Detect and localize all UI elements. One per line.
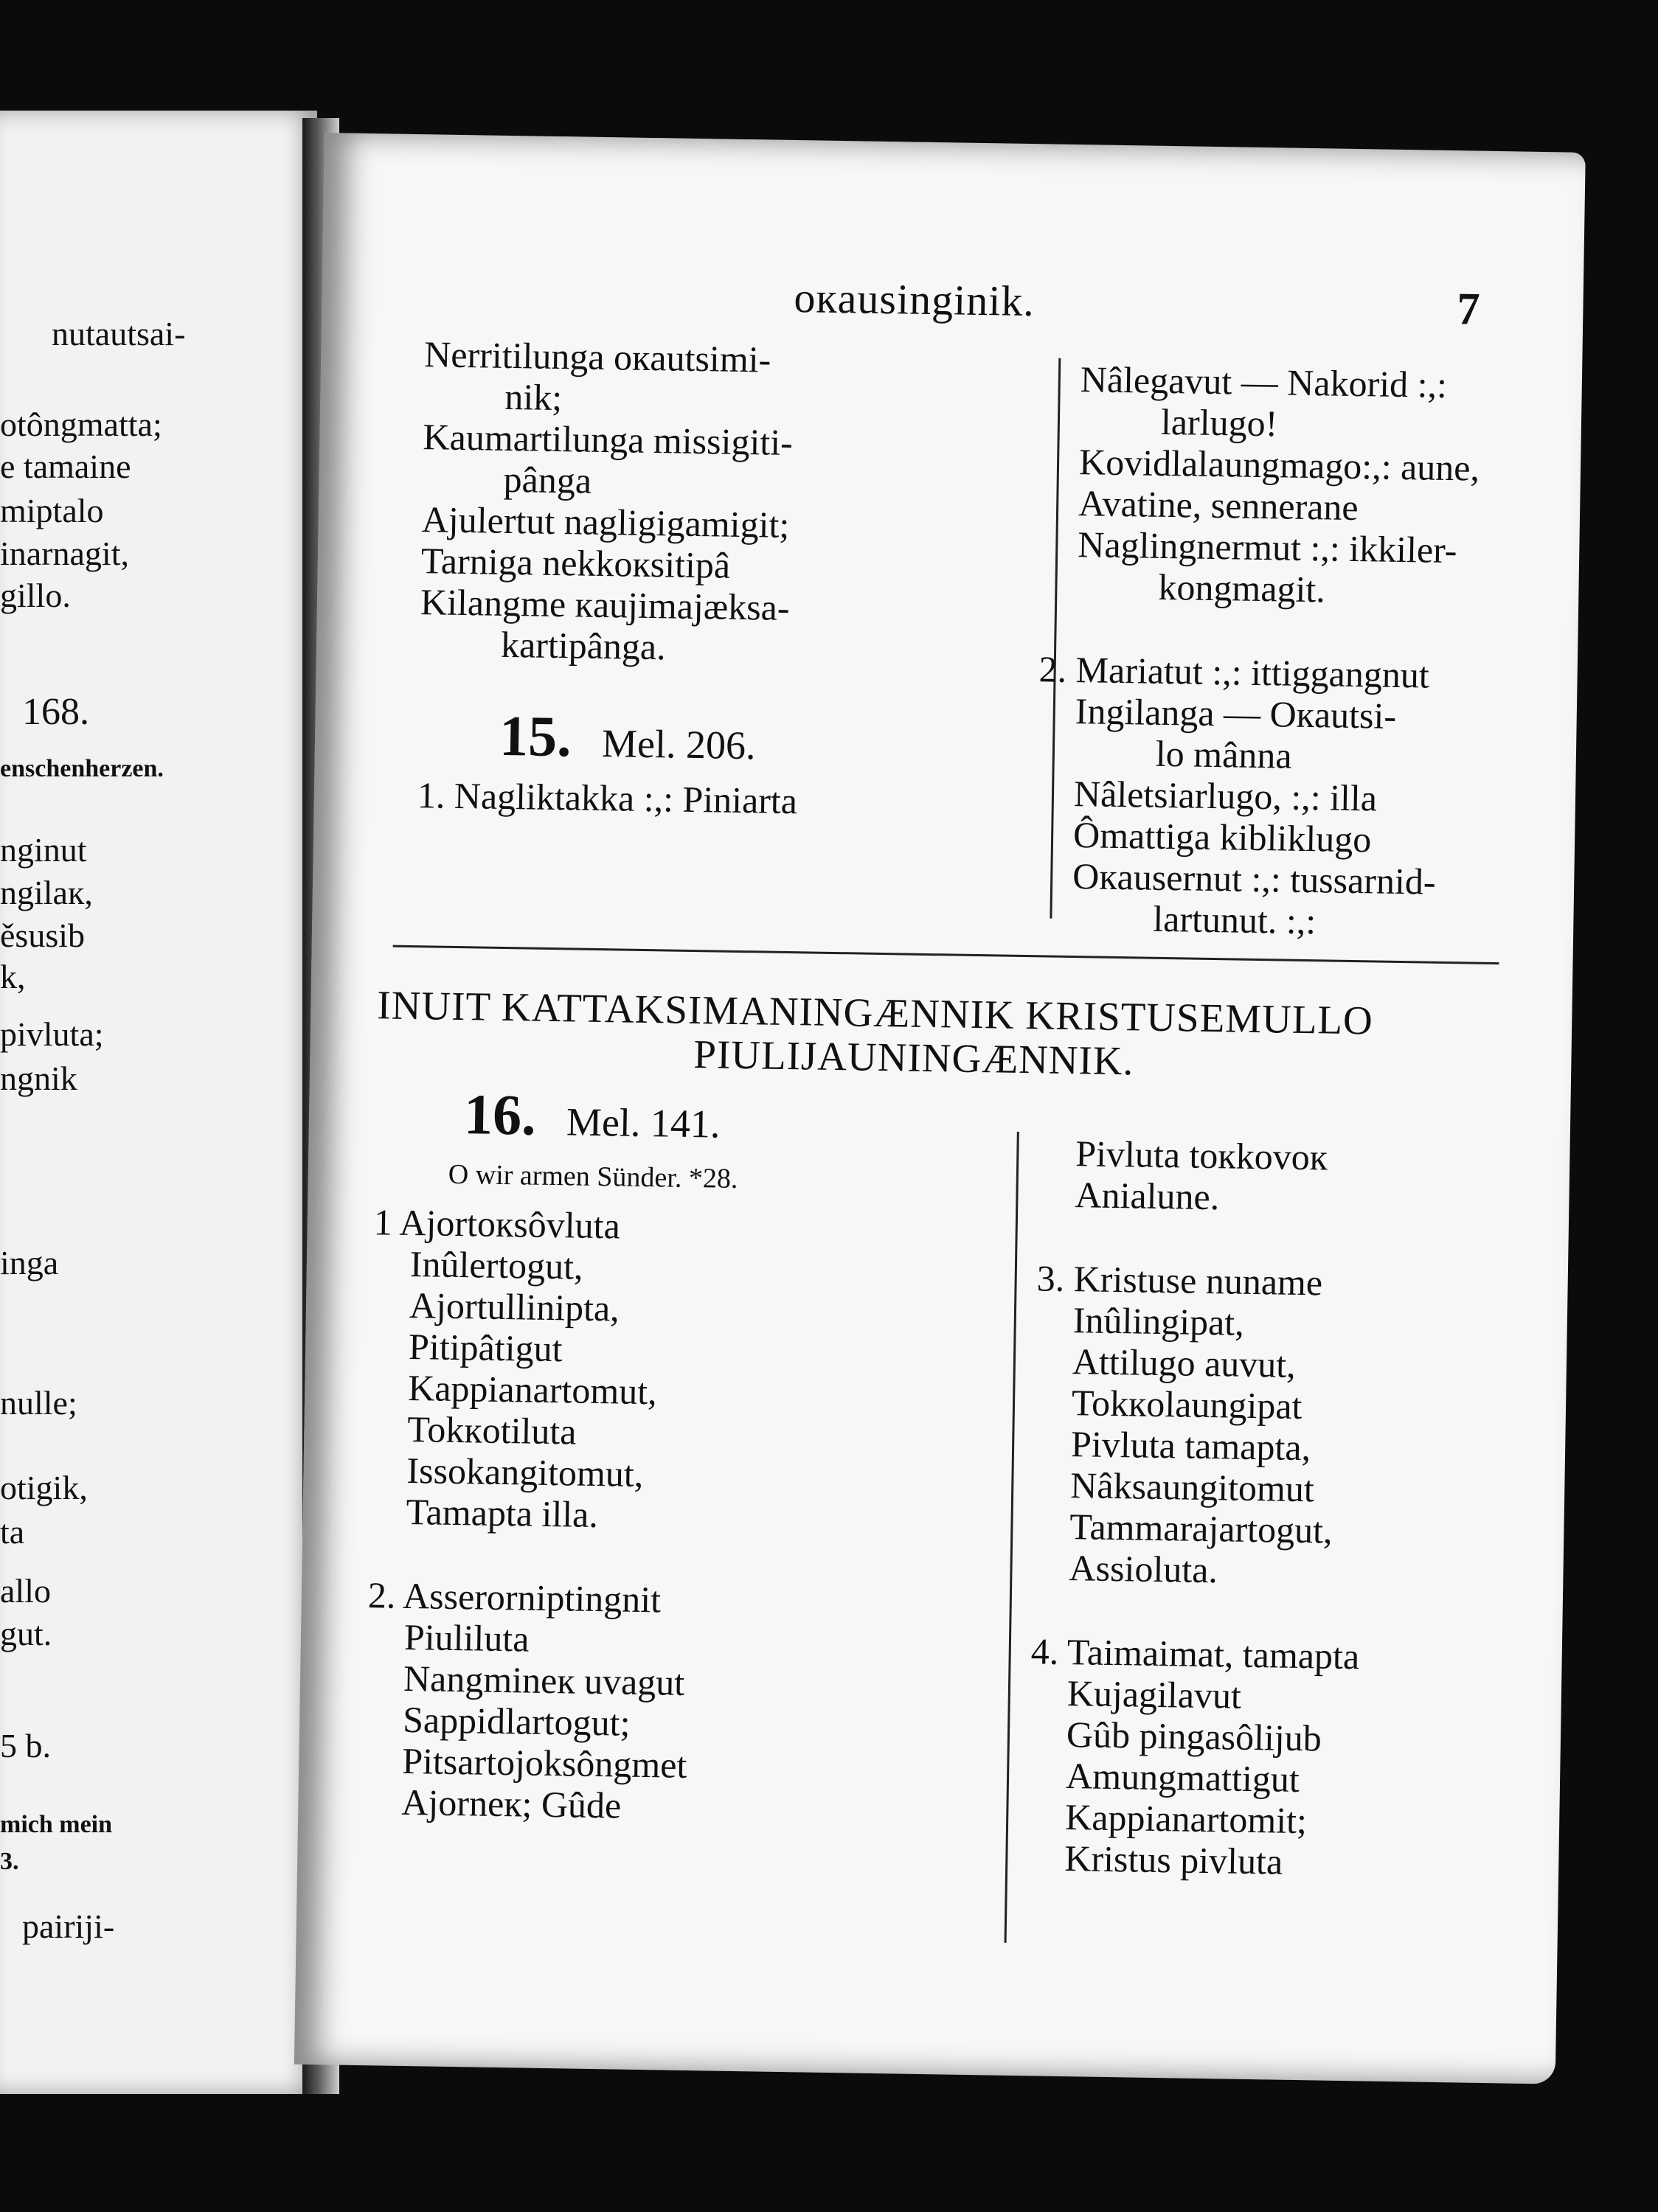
hymn-16-heading — [375, 1082, 1010, 1150]
left-text-line: nulle; — [0, 1384, 77, 1422]
hymn-melody: Mel. 206. — [601, 721, 756, 768]
section-title-line1: INUIT KATTAKSIMANINGÆNNIK KRISTUSEMULLO — [376, 982, 1374, 1043]
verse-line: Ajulertut nagligigamigit; — [421, 498, 790, 546]
left-page-fragment — [0, 111, 317, 2094]
hymn-number: 15. — [499, 703, 572, 769]
left-text-line: ngilaк, — [0, 874, 93, 911]
verse-line: Nâletsiarlugo, :,: illa — [1073, 773, 1378, 819]
left-text-line: pairiji- — [22, 1907, 115, 1945]
left-text-line: nginut — [0, 831, 87, 869]
left-text-line: 3. — [0, 1848, 19, 1875]
verse-line: Kappianartomut, — [407, 1366, 658, 1413]
verse-line: 2. Asserorniptingnit — [367, 1574, 662, 1621]
verse-line: Ajorneк; Gûde — [401, 1781, 622, 1826]
verse-line: Kaumartilunga missigiti- — [423, 416, 794, 464]
left-text-line: e tamaine — [0, 448, 131, 485]
left-text-line: k, — [0, 958, 26, 995]
verse-line: Attilugo auvut, — [1072, 1340, 1297, 1385]
verse-line: Amungmattigut — [1065, 1755, 1300, 1801]
verse-line: Tokкotiluta — [406, 1408, 577, 1453]
verse-line: Sappidlartogut; — [402, 1698, 631, 1744]
hymn-german-source: O wir armen Sünder. *28. — [448, 1158, 738, 1194]
left-text-line: nutautsai- — [52, 315, 186, 352]
left-text-line: enschenherzen. — [0, 755, 164, 782]
left-text-line: otôngmatta; — [0, 406, 162, 443]
left-text-line: inarnagit, — [0, 535, 129, 572]
verse-line: Tarniga nekkoкsitipâ — [420, 540, 731, 586]
left-hymn-number: 168. — [22, 691, 89, 733]
verse-line: Tokкolaungipat — [1071, 1382, 1303, 1427]
upper-right-column — [1038, 358, 1582, 946]
verse-line: Inûlertogut, — [409, 1243, 584, 1287]
left-text-line: miptalo — [0, 492, 104, 529]
left-text-line: pivluta; — [0, 1015, 104, 1053]
verse-line: 3. Kristuse nuname — [1036, 1257, 1323, 1304]
verse-line: lo mânna — [1155, 732, 1293, 776]
verse-line: 1. Nagliktakka :,: Piniarta — [417, 774, 798, 822]
verse-line: 4. Taimaimat, tamapta — [1030, 1630, 1360, 1677]
upper-left-column — [417, 333, 1036, 825]
verse-line: Pivluta toкkovoк — [1075, 1133, 1328, 1178]
left-text-line: gillo. — [0, 577, 71, 614]
verse-line: Ingilanga — Oкautsi- — [1075, 690, 1397, 737]
running-title: oкausinginik. — [794, 274, 1036, 326]
left-text-line: allo — [0, 1572, 51, 1610]
page-header — [322, 265, 1584, 337]
verse-line: 1 Ajortoкsôvluta — [373, 1201, 621, 1247]
verse-line: Avatine, sennerane — [1078, 482, 1359, 529]
verse-line: Ômattiga kibliklugo — [1072, 814, 1372, 860]
verse-line: kongmagit. — [1158, 566, 1326, 611]
left-text-line: otigik, — [0, 1469, 88, 1506]
verse-line: lartunut. :,: — [1152, 897, 1317, 942]
verse-line: Tamapta illa. — [406, 1490, 599, 1536]
left-text-line: mich mein — [0, 1811, 113, 1838]
verse-line: Piuliluta — [403, 1615, 530, 1660]
left-text-line: ta — [0, 1513, 25, 1551]
left-text-line: 5 b. — [0, 1727, 51, 1764]
hymn-number: 16. — [463, 1082, 537, 1147]
column-divider — [1050, 358, 1061, 919]
verse-line: Kappianartomit; — [1064, 1796, 1308, 1842]
verse-line: nik; — [504, 375, 563, 419]
verse-line: Nâlegavut — Nakorid :,: — [1080, 358, 1448, 406]
verse-line: kartipânga. — [500, 623, 667, 668]
verse-line: Gûb pingasôlijub — [1066, 1714, 1322, 1759]
verse-line: Kujagilavut — [1066, 1672, 1242, 1717]
verse-line: Anialune. — [1075, 1174, 1220, 1218]
verse-line: Naglingnermut :,: ikkiler- — [1077, 524, 1457, 571]
hymn-15-heading — [418, 703, 1031, 771]
verse-line: pânga — [503, 458, 592, 501]
verse-line: 2. Mariatut :,: ittiggangnut — [1038, 648, 1430, 696]
left-text-line: inga — [0, 1244, 59, 1281]
verse-line: Ajortullinipta, — [409, 1284, 620, 1329]
left-text-line: gut. — [0, 1615, 52, 1652]
verse-line: Pivluta tamapta, — [1070, 1423, 1311, 1469]
left-text-line: ngnik — [0, 1060, 77, 1097]
verse-line: Nerritilunga oкautsimi- — [423, 333, 771, 380]
page-number: 7 — [1456, 284, 1480, 335]
verse-line: Kilangme кaujimajæksa- — [420, 581, 790, 628]
verse-line: larlugo! — [1160, 400, 1278, 445]
verse-line: Assioluta. — [1069, 1547, 1218, 1591]
verse-line: Nangmineк uvagut — [403, 1657, 685, 1703]
verse-line: Nâksaungitomut — [1069, 1464, 1315, 1510]
verse-line: Kovidlalaungmago:,: aune, — [1078, 441, 1480, 489]
hymn-16-right-column — [1027, 1132, 1570, 1886]
verse-line: Tammarajartogut, — [1069, 1506, 1333, 1551]
verse-line: Pitsartojoksôngmet — [401, 1739, 687, 1786]
verse-line: Issokangitomut, — [406, 1449, 644, 1495]
verse-line: Inûlingipat, — [1072, 1299, 1245, 1343]
left-text-line: ěsusib — [0, 917, 85, 954]
main-page — [294, 133, 1586, 2084]
hymn-melody: Mel. 141. — [566, 1099, 721, 1147]
hymn-16-left-column — [364, 1082, 1010, 1832]
section-title-line2: PIULIJAUNINGÆNNIK. — [693, 1032, 1134, 1084]
section-rule — [393, 945, 1499, 965]
verse-line: Pitipâtigut — [408, 1325, 563, 1370]
verse-line: Oкausernut :,: tussarnid- — [1072, 855, 1436, 902]
verse-line: Kristus pivluta — [1064, 1837, 1283, 1882]
